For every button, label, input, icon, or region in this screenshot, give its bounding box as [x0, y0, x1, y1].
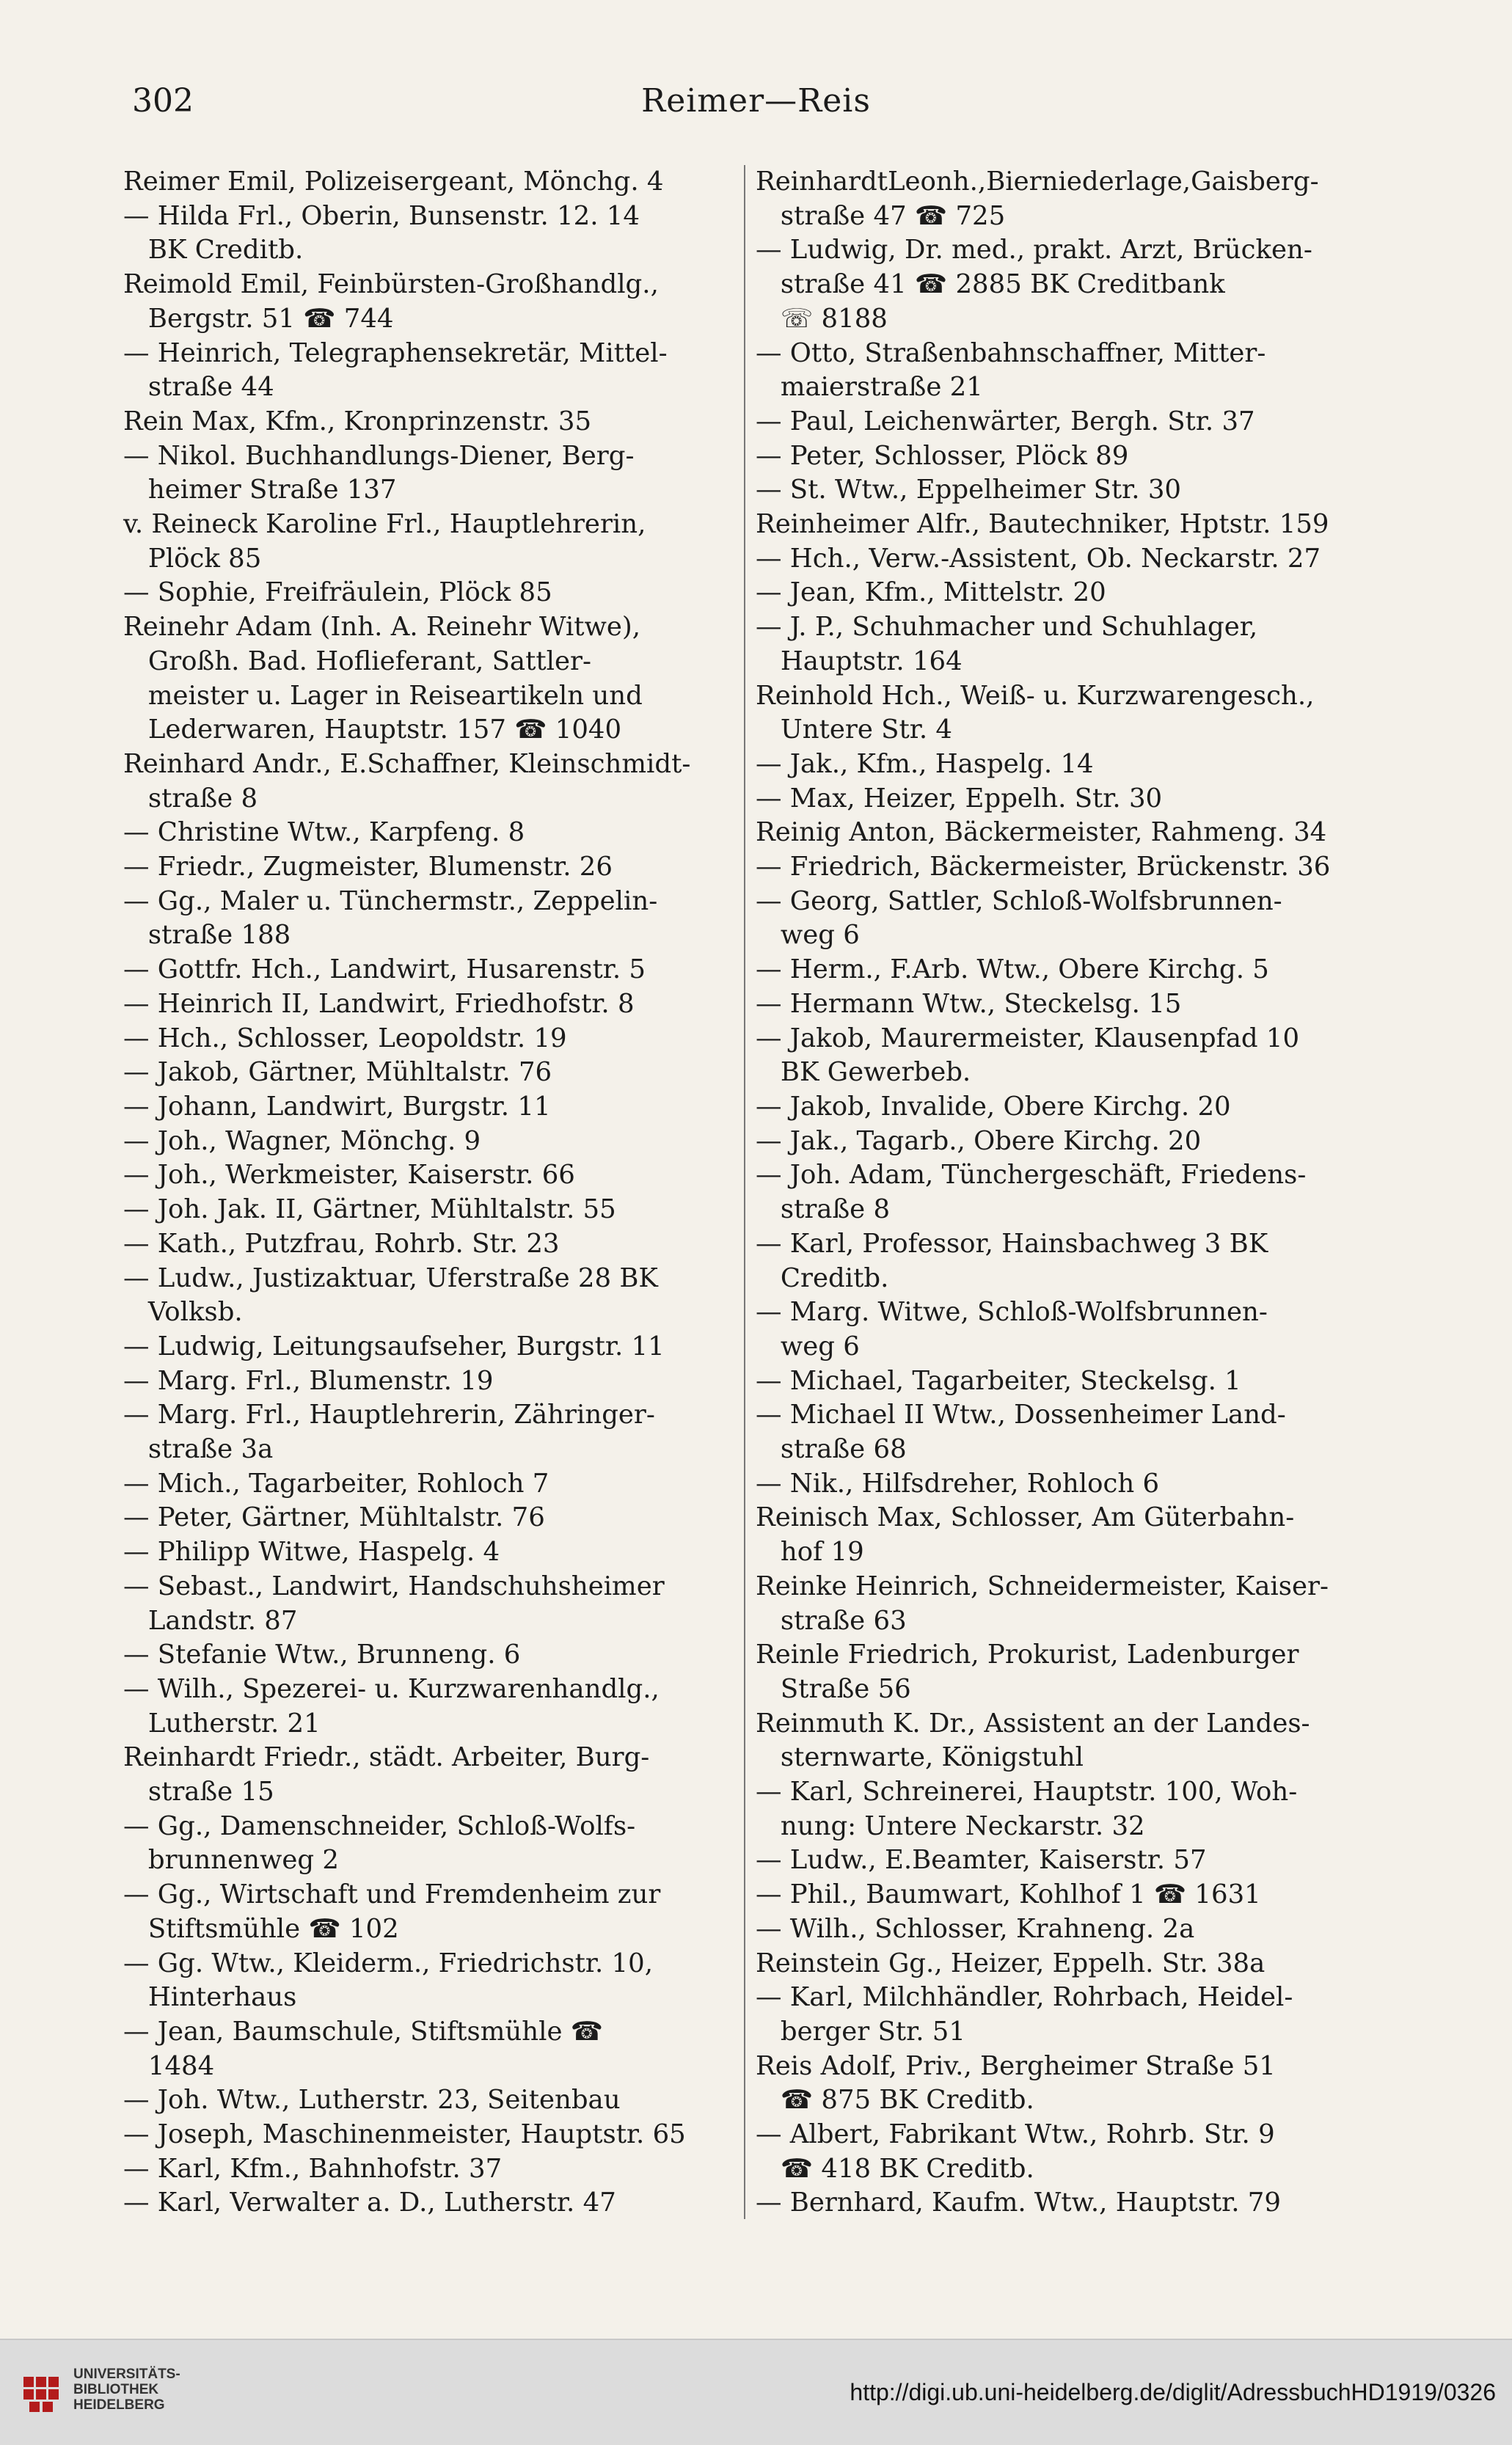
directory-entry-line: nung: Untere Neckarstr. 32 — [756, 1810, 1145, 1841]
directory-entry-line: — Marg. Witwe, Schloß-Wolfsbrunnen- — [756, 1297, 1268, 1328]
directory-entry-line: — Heinrich, Telegraphensekretär, Mittel- — [123, 337, 668, 368]
directory-entry-line: Reis Adolf, Priv., Bergheimer Straße 51 — [756, 2050, 1276, 2081]
directory-entry-line: straße 8 — [123, 783, 258, 814]
directory-entry-line: Rein Max, Kfm., Kronprinzenstr. 35 — [123, 406, 592, 436]
directory-entry-line: Reinmuth K. Dr., Assistent an der Landes- — [756, 1708, 1310, 1739]
directory-entry-line: Volksb. — [123, 1297, 243, 1328]
directory-entry-line: Reinhold Hch., Weiß- u. Kurzwarengesch., — [756, 680, 1315, 711]
left-column — [123, 165, 732, 2221]
directory-entry-line: — Philipp Witwe, Haspelg. 4 — [123, 1537, 500, 1568]
page-number: 302 — [132, 82, 194, 120]
directory-entry-line: Reinisch Max, Schlosser, Am Güterbahn- — [756, 1502, 1295, 1533]
directory-entry-line: straße 63 — [756, 1605, 907, 1636]
directory-entry-line: — Wilh., Spezerei- u. Kurzwarenhandlg., — [123, 1673, 660, 1704]
directory-entry-line: Reinheimer Alfr., Bautechniker, Hptstr. 159 — [756, 509, 1329, 540]
library-name-line: HEIDELBERG — [73, 2397, 165, 2413]
directory-entry-line: — Johann, Landwirt, Burgstr. 11 — [123, 1091, 551, 1122]
library-logo-icon — [19, 2372, 63, 2413]
directory-entry-line: — Jakob, Maurermeister, Klausenpfad 10 — [756, 1023, 1300, 1053]
directory-entry-line: meister u. Lager in Reiseartikeln und — [123, 680, 643, 711]
directory-entry-line: — Karl, Professor, Hainsbachweg 3 BK — [756, 1228, 1268, 1259]
directory-entry-line: BK Creditb. — [123, 235, 304, 266]
directory-entry-line: brunnenweg 2 — [123, 1845, 340, 1876]
directory-entry-line: Reinstein Gg., Heizer, Eppelh. Str. 38a — [756, 1948, 1266, 1978]
directory-entry-line: — Marg. Frl., Hauptlehrerin, Zähringer- — [123, 1400, 655, 1430]
page-title: Reimer—Reis — [641, 82, 871, 120]
directory-entry-line: — Jakob, Gärtner, Mühltalstr. 76 — [123, 1057, 552, 1088]
directory-entry-line: ReinhardtLeonh.,Bierniederlage,Gaisberg- — [756, 167, 1319, 197]
directory-entry-line: — Friedrich, Bäckermeister, Brückenstr. 36 — [756, 852, 1331, 882]
footer-bar — [0, 2339, 1512, 2445]
directory-entry-line: — Albert, Fabrikant Wtw., Rohrb. Str. 9 — [756, 2119, 1275, 2150]
directory-entry-line: Landstr. 87 — [123, 1605, 298, 1636]
directory-entry-line: — Sophie, Freifräulein, Plöck 85 — [123, 577, 552, 608]
directory-entry-line: — Ludwig, Leitungsaufseher, Burgstr. 11 — [123, 1331, 665, 1362]
directory-entry-line: Untere Str. 4 — [756, 715, 952, 745]
directory-entry-line: Reinhard Andr., E.Schaffner, Kleinschmidt- — [123, 748, 691, 779]
directory-entry-line: — Peter, Schlosser, Plöck 89 — [756, 440, 1129, 471]
directory-entry-line: — Ludw., Justizaktuar, Uferstraße 28 BK — [123, 1262, 658, 1293]
directory-entry-line: Reinig Anton, Bäckermeister, Rahmeng. 34 — [756, 817, 1327, 848]
directory-entry-line: Straße 56 — [756, 1673, 911, 1704]
directory-entry-line: — Karl, Schreinerei, Hauptstr. 100, Woh- — [756, 1777, 1298, 1808]
directory-entry-line: — Hch., Schlosser, Leopoldstr. 19 — [123, 1023, 567, 1053]
directory-entry-line: — Joh., Wagner, Mönchg. 9 — [123, 1125, 481, 1156]
directory-entry-line: — Joh., Werkmeister, Kaiserstr. 66 — [123, 1160, 575, 1191]
right-column — [756, 165, 1365, 2221]
directory-entry-line: — Jak., Tagarb., Obere Kirchg. 20 — [756, 1125, 1202, 1156]
directory-entry-line: heimer Straße 137 — [123, 475, 397, 505]
directory-entry-line: v. Reineck Karoline Frl., Hauptlehrerin, — [123, 509, 646, 540]
directory-entry-line: straße 68 — [756, 1434, 907, 1465]
directory-entry-line: — Kath., Putzfrau, Rohrb. Str. 23 — [123, 1228, 560, 1259]
directory-entry-line: straße 41 ☎ 2885 BK Creditbank — [756, 269, 1225, 300]
directory-entry-line: — Sebast., Landwirt, Handschuhsheimer — [123, 1571, 665, 1601]
directory-entry-line: hof 19 — [756, 1537, 864, 1568]
directory-entry-line: — Karl, Milchhändler, Rohrbach, Heidel- — [756, 1982, 1293, 2013]
directory-entry-line: — Joh. Wtw., Lutherstr. 23, Seitenbau — [123, 2085, 621, 2116]
directory-entry-line: straße 44 — [123, 372, 274, 403]
directory-entry-line: ☎ 418 BK Creditb. — [756, 2153, 1034, 2184]
directory-entry-line: — Michael, Tagarbeiter, Steckelsg. 1 — [756, 1365, 1241, 1396]
directory-entry-line: maierstraße 21 — [756, 372, 983, 403]
directory-entry-line: — Georg, Sattler, Schloß-Wolfsbrunnen- — [756, 885, 1282, 916]
directory-entry-line: — Gottfr. Hch., Landwirt, Husarenstr. 5 — [123, 954, 646, 985]
directory-entry-line: ☎ 875 BK Creditb. — [756, 2085, 1034, 2116]
directory-entry-line: — Gg., Damenschneider, Schloß-Wolfs- — [123, 1810, 636, 1841]
directory-entry-line: — St. Wtw., Eppelheimer Str. 30 — [756, 475, 1181, 505]
directory-entry-line: — Hermann Wtw., Steckelsg. 15 — [756, 988, 1182, 1019]
directory-entry-line: — Phil., Baumwart, Kohlhof 1 ☎ 1631 — [756, 1879, 1261, 1910]
directory-entry-line: — Heinrich II, Landwirt, Friedhofstr. 8 — [123, 988, 635, 1019]
library-name — [73, 2367, 180, 2413]
directory-entry-line: 1484 — [123, 2050, 215, 2081]
directory-entry-line: — Gg., Wirtschaft und Fremdenheim zur — [123, 1879, 661, 1910]
directory-entry-line: — Joh. Adam, Tünchergeschäft, Friedens- — [756, 1160, 1307, 1191]
directory-entry-line: — Stefanie Wtw., Brunneng. 6 — [123, 1640, 521, 1670]
directory-entry-line: — Jean, Kfm., Mittelstr. 20 — [756, 577, 1106, 608]
directory-entry-line: — Ludwig, Dr. med., prakt. Arzt, Brücken- — [756, 235, 1312, 266]
directory-entry-line: Reinle Friedrich, Prokurist, Ladenburger — [756, 1640, 1299, 1670]
directory-entry-line: — Ludw., E.Beamter, Kaiserstr. 57 — [756, 1845, 1207, 1876]
directory-entry-line: — Friedr., Zugmeister, Blumenstr. 26 — [123, 852, 613, 882]
directory-entry-line: — Joh. Jak. II, Gärtner, Mühltalstr. 55 — [123, 1194, 616, 1225]
library-name-line: BIBLIOTHEK — [73, 2382, 159, 2397]
directory-entry-line: Bergstr. 51 ☎ 744 — [123, 303, 394, 334]
directory-entry-line: straße 47 ☎ 725 — [756, 200, 1006, 231]
directory-entry-line: Plöck 85 — [123, 543, 262, 574]
directory-entry-line: straße 188 — [123, 920, 291, 951]
directory-entry-line: — Karl, Kfm., Bahnhofstr. 37 — [123, 2153, 503, 2184]
directory-entry-line: Reinhardt Friedr., städt. Arbeiter, Burg- — [123, 1742, 650, 1773]
directory-entry-line: — Paul, Leichenwärter, Bergh. Str. 37 — [756, 406, 1255, 436]
directory-entry-line: — Jakob, Invalide, Obere Kirchg. 20 — [756, 1091, 1231, 1122]
directory-entry-line: weg 6 — [756, 1331, 860, 1362]
directory-entry-line: Reimer Emil, Polizeisergeant, Mönchg. 4 — [123, 167, 664, 197]
directory-entry-line: — Nik., Hilfsdreher, Rohloch 6 — [756, 1468, 1160, 1499]
page-header — [132, 82, 1380, 126]
directory-entry-line: — Michael II Wtw., Dossenheimer Land- — [756, 1400, 1286, 1430]
column-divider — [744, 165, 745, 2219]
directory-entry-line: — Bernhard, Kaufm. Wtw., Hauptstr. 79 — [756, 2188, 1281, 2218]
directory-entry-line: — Mich., Tagarbeiter, Rohloch 7 — [123, 1468, 549, 1499]
directory-columns — [123, 165, 1378, 2219]
source-url-link[interactable]: http://digi.ub.uni-heidelberg.de/diglit/AdressbuchHD1919/0326 — [850, 2379, 1496, 2405]
directory-entry-line: — Peter, Gärtner, Mühltalstr. 76 — [123, 1502, 545, 1533]
directory-entry-line: Lederwaren, Hauptstr. 157 ☎ 1040 — [123, 715, 622, 745]
directory-entry-line: ☏ 8188 — [756, 303, 888, 334]
directory-entry-line: — Joseph, Maschinenmeister, Hauptstr. 65 — [123, 2119, 686, 2150]
directory-entry-line: — Jean, Baumschule, Stiftsmühle ☎ — [123, 2016, 603, 2047]
directory-entry-line: — Wilh., Schlosser, Krahneng. 2a — [756, 1913, 1195, 1944]
directory-entry-line: — Marg. Frl., Blumenstr. 19 — [123, 1365, 494, 1396]
directory-entry-line: — Gg., Maler u. Tünchermstr., Zeppelin- — [123, 885, 658, 916]
directory-entry-line: Reinke Heinrich, Schneidermeister, Kaiser- — [756, 1571, 1329, 1601]
directory-entry-line: berger Str. 51 — [756, 2016, 965, 2047]
directory-entry-line: — Herm., F.Arb. Wtw., Obere Kirchg. 5 — [756, 954, 1269, 985]
directory-entry-line: Creditb. — [756, 1262, 889, 1293]
directory-entry-line: — J. P., Schuhmacher und Schuhlager, — [756, 612, 1258, 643]
directory-entry-line: — Karl, Verwalter a. D., Lutherstr. 47 — [123, 2188, 616, 2218]
directory-entry-line: Reinehr Adam (Inh. A. Reinehr Witwe), — [123, 612, 641, 643]
directory-entry-line: Hauptstr. 164 — [756, 646, 963, 676]
directory-entry-line: — Nikol. Buchhandlungs-Diener, Berg- — [123, 440, 635, 471]
library-name-line: UNIVERSITÄTS- — [73, 2367, 180, 2382]
directory-entry-line: Reimold Emil, Feinbürsten-Großhandlg., — [123, 269, 659, 300]
directory-entry-line: — Jak., Kfm., Haspelg. 14 — [756, 748, 1094, 779]
directory-entry-line: Stiftsmühle ☎ 102 — [123, 1913, 399, 1944]
directory-entry-line: Lutherstr. 21 — [123, 1708, 321, 1739]
directory-entry-line: — Hch., Verw.-Assistent, Ob. Neckarstr. 27 — [756, 543, 1321, 574]
directory-entry-line: straße 3a — [123, 1434, 274, 1465]
directory-entry-line: Hinterhaus — [123, 1982, 297, 2013]
directory-entry-line: — Max, Heizer, Eppelh. Str. 30 — [756, 783, 1163, 814]
directory-entry-line: Großh. Bad. Hoflieferant, Sattler- — [123, 646, 591, 676]
directory-entry-line: straße 15 — [123, 1777, 274, 1808]
directory-entry-line: — Hilda Frl., Oberin, Bunsenstr. 12. 14 — [123, 200, 640, 231]
directory-entry-line: weg 6 — [756, 920, 860, 951]
directory-entry-line: — Gg. Wtw., Kleiderm., Friedrichstr. 10, — [123, 1948, 654, 1978]
directory-entry-line: sternwarte, Königstuhl — [756, 1742, 1084, 1773]
directory-entry-line: straße 8 — [756, 1194, 891, 1225]
directory-entry-line: — Christine Wtw., Karpfeng. 8 — [123, 817, 525, 848]
directory-entry-line: BK Gewerbeb. — [756, 1057, 971, 1088]
directory-entry-line: — Otto, Straßenbahnschaffner, Mitter- — [756, 337, 1266, 368]
